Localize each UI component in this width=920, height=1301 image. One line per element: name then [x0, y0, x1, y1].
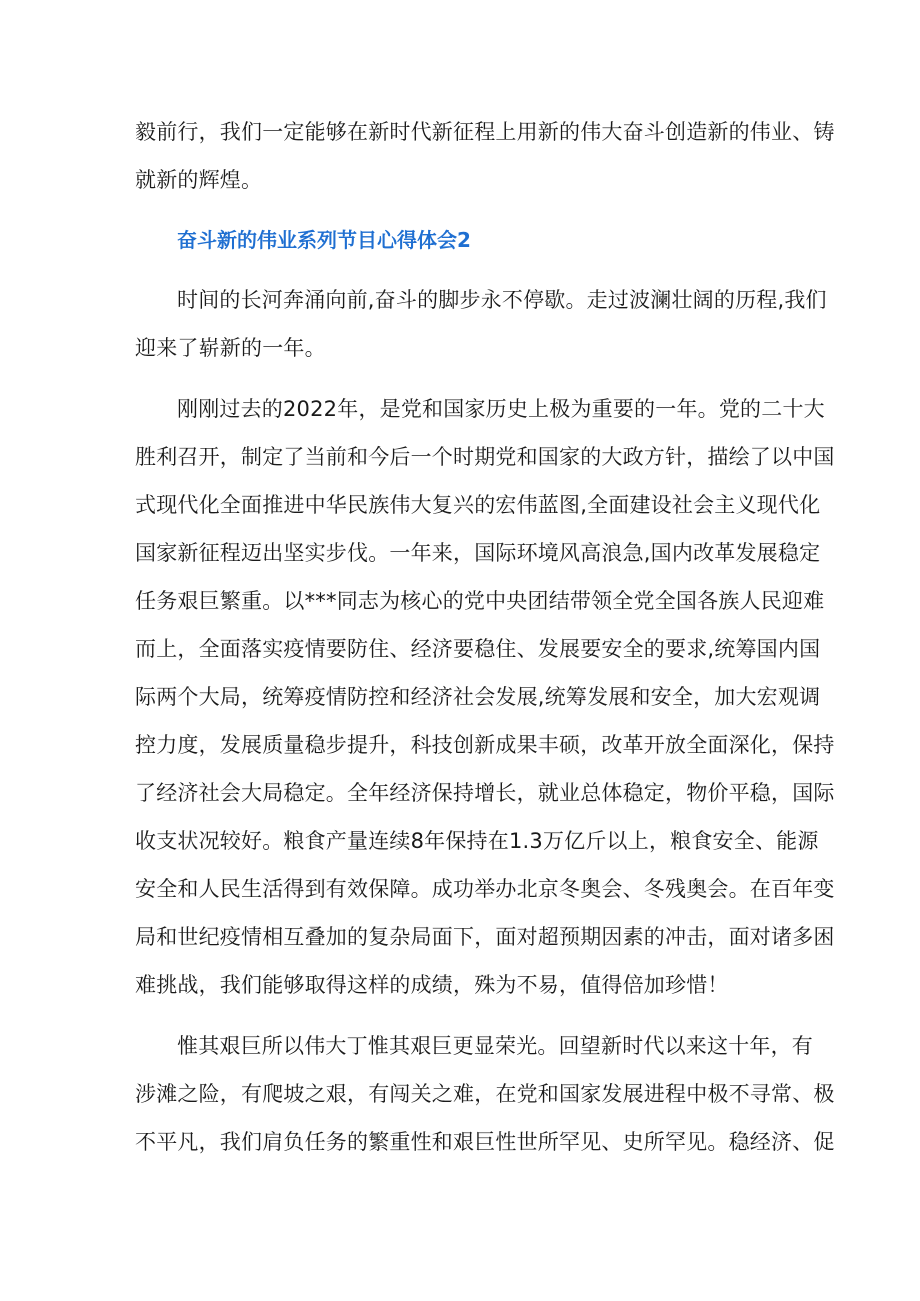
paragraph-2-line-11: 安全和人民生活得到有效保障。成功举办北京冬奥会、冬残奥会。在百年变 — [135, 877, 835, 901]
paragraph-2-line-13: 难挑战，我们能够取得这样的成绩，殊为不易，值得倍加珍惜！ — [135, 973, 729, 997]
paragraph-2-line-8: 控力度，发展质量稳步提升，科技创新成果丰硕，改革开放全面深化，保持 — [135, 733, 835, 757]
paragraph-2-line-12: 局和世纪疫情相互叠加的复杂局面下，面对超预期因素的冲击，面对诸多困 — [135, 925, 835, 949]
paragraph-1-line-2: 迎来了崭新的一年。 — [135, 336, 326, 360]
paragraph-2-line-1: 刚刚过去的2022年，是党和国家历史上极为重要的一年。党的二十大 — [177, 397, 825, 421]
paragraph-1-line-1: 时间的长河奔涌向前,奋斗的脚步永不停歇。走过波澜壮阔的历程,我们 — [177, 288, 827, 312]
paragraph-3-line-2: 涉滩之险，有爬坡之艰，有闯关之难，在党和国家发展进程中极不寻常、极 — [135, 1082, 835, 1106]
intro-line-1: 毅前行，我们一定能够在新时代新征程上用新的伟大奋斗创造新的伟业、铸 — [135, 120, 835, 144]
intro-line-2: 就新的辉煌。 — [135, 168, 263, 192]
paragraph-3-line-1: 惟其艰巨所以伟大丁惟其艰巨更显荣光。回望新时代以来这十年，有 — [177, 1034, 813, 1058]
paragraph-2-line-9: 了经济社会大局稳定。全年经济保持增长，就业总体稳定，物价平稳，国际 — [135, 781, 835, 805]
paragraph-2-line-6: 而上，全面落实疫情要防住、经济要稳住、发展要安全的要求,统筹国内国 — [135, 637, 821, 661]
paragraph-2-line-2: 胜利召开，制定了当前和今后一个时期党和国家的大政方针，描绘了以中国 — [135, 445, 835, 469]
paragraph-2-line-5: 任务艰巨繁重。以***同志为核心的党中央团结带领全党全国各族人民迎难 — [135, 589, 825, 613]
paragraph-2-line-4: 国家新征程迈出坚实步伐。一年来，国际环境风高浪急,国内改革发展稳定 — [135, 541, 821, 565]
paragraph-2-line-7: 际两个大局，统筹疫情防控和经济社会发展,统筹发展和安全，加大宏观调 — [135, 685, 821, 709]
section-heading: 奋斗新的伟业系列节目心得体会2 — [177, 228, 471, 252]
paragraph-2-line-3: 式现代化全面推进中华民族伟大复兴的宏伟蓝图,全面建设社会主义现代化 — [135, 493, 821, 517]
paragraph-3-line-3: 不平凡，我们肩负任务的繁重性和艰巨性世所罕见、史所罕见。稳经济、促 — [135, 1130, 835, 1154]
paragraph-2-line-10: 收支状况较好。粮食产量连续8年保持在1.3万亿斤以上，粮食安全、能源 — [135, 829, 819, 853]
